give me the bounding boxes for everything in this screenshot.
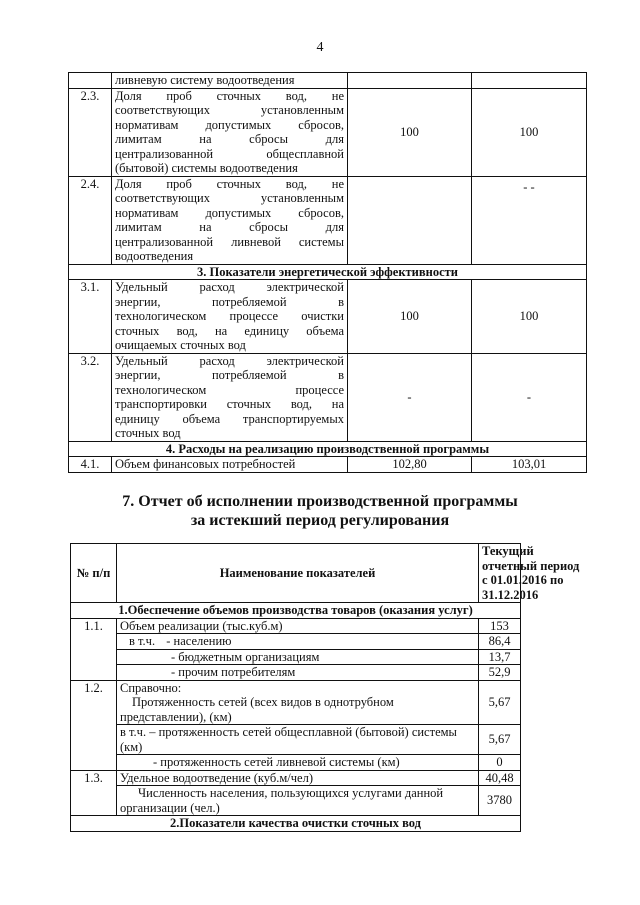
header-num: № п/п	[71, 544, 117, 603]
value-cell: 13,7	[479, 649, 521, 665]
header-period-line: отчетный период	[482, 558, 580, 573]
table-row	[71, 770, 521, 786]
text-line: нормативам допустимых сбросов,	[115, 205, 344, 220]
table-row	[69, 88, 587, 176]
section-row	[69, 264, 587, 280]
value-cell: 5,67	[479, 680, 521, 725]
text-line: лимитам на сбросы для	[115, 220, 344, 234]
row-number-cell: 2.4.	[69, 176, 112, 264]
text-line: очищаемых сточных вод	[115, 338, 246, 352]
value-cell: 100	[348, 88, 472, 176]
indicator-name-cell: - протяженность сетей ливневой системы (км)	[117, 755, 479, 771]
text-line: Доля проб сточных вод, не	[115, 176, 344, 191]
value-cell: - -	[472, 176, 587, 264]
indicator-name-cell: ливневую систему водоотведения	[112, 73, 348, 89]
text-line: технологическом процессе	[115, 382, 344, 397]
text-line: нормативам допустимых сбросов,	[115, 117, 344, 132]
value-cell: 102,80	[348, 457, 472, 473]
indicator-name-cell: в т.ч. – протяженность сетей общесплавной (бытовой) системы (км)	[117, 725, 479, 755]
text-line: соответствующих установленным	[115, 103, 344, 117]
text-line: (бытовой) системы водоотведения	[115, 161, 298, 175]
indicator-name-cell: Объем финансовых потребностей	[112, 457, 348, 473]
text-line: технологическом процессе очистки	[115, 309, 344, 323]
value-cell: 40,48	[479, 770, 521, 786]
section-heading: 3. Показатели энергетической эффективности	[69, 264, 587, 280]
report-table	[70, 543, 580, 832]
section-heading: 4. Расходы на реализацию производственной программы	[69, 441, 587, 457]
value-cell: 100	[472, 280, 587, 354]
row-prefix: в т.ч.	[129, 634, 156, 648]
indicator-name-cell	[112, 88, 348, 176]
section-heading: 1.Обеспечение объемов производства товаров (оказания услуг)	[71, 603, 521, 619]
table-row	[71, 649, 521, 665]
row-number-cell: 3.1.	[69, 280, 112, 354]
text-line: соответствующих установленным	[115, 191, 344, 205]
indicators-table	[68, 72, 587, 473]
text-line: централизованной общесплавной	[115, 146, 344, 161]
indicator-name-cell	[112, 353, 348, 441]
header-period-line: Текущий	[482, 544, 534, 558]
value-cell: 100	[348, 280, 472, 354]
table-row	[71, 755, 521, 771]
row-number-cell: 1.3.	[71, 770, 117, 816]
table-row	[69, 73, 587, 89]
row-number-cell	[69, 73, 112, 89]
page-number: 4	[316, 40, 324, 55]
header-period	[479, 544, 580, 603]
value-cell	[348, 73, 472, 89]
text-line: энергии, потребляемой в	[115, 294, 344, 309]
row-number-cell: 1.1.	[71, 618, 117, 680]
indicator-name-cell	[117, 680, 479, 725]
value-cell: 3780	[479, 786, 521, 816]
table-row	[69, 176, 587, 264]
indicator-name-cell: - бюджетным организациям	[117, 649, 479, 665]
header-period-line: с 01.01.2016 по	[482, 573, 564, 587]
text-line: Удельный расход электрической	[115, 280, 344, 294]
indicator-name-cell: Объем реализации (тыс.куб.м)	[117, 618, 479, 634]
value-cell: 86,4	[479, 634, 521, 650]
table-row	[71, 618, 521, 634]
report-heading-line: за истекший период регулирования	[190, 512, 450, 529]
row-number-cell: 1.2.	[71, 680, 117, 770]
indicator-name-cell	[112, 280, 348, 354]
value-cell: 0	[479, 755, 521, 771]
text-line: централизованной ливневой системы	[115, 234, 344, 249]
row-number-cell: 3.2.	[69, 353, 112, 441]
value-cell	[472, 73, 587, 89]
report-heading	[0, 492, 640, 530]
indicator-name-cell	[117, 634, 479, 650]
row-subitem: - населению	[166, 634, 232, 648]
text-line: Удельный расход электрической	[115, 353, 344, 368]
section-row	[69, 441, 587, 457]
text-line: транспортировки сточных вод, на	[115, 397, 344, 411]
header-period-line: 31.12.2016	[482, 587, 539, 602]
table-row	[71, 725, 521, 755]
section-row	[71, 603, 521, 619]
text-line: единицу объема транспортируемых	[115, 411, 344, 426]
value-cell: -	[348, 353, 472, 441]
value-cell: 103,01	[472, 457, 587, 473]
text-line: лимитам на сбросы для	[115, 132, 344, 146]
text-line: Доля проб сточных вод, не	[115, 88, 344, 103]
report-heading-line: 7. Отчет об исполнении производственной программы	[122, 493, 518, 510]
indicator-name-cell: Удельное водоотведение (куб.м/чел)	[117, 770, 479, 786]
value-cell: 100	[472, 88, 587, 176]
value-cell: 153	[479, 618, 521, 634]
row-number-cell: 4.1.	[69, 457, 112, 473]
header-row	[71, 544, 521, 603]
table-row	[69, 353, 587, 441]
value-cell: -	[472, 353, 587, 441]
row-title: Справочно:	[120, 680, 182, 695]
table-row	[71, 680, 521, 725]
text-line: сточных вод, на единицу объема	[115, 323, 344, 338]
text-line: сточных вод	[115, 426, 181, 440]
table-row	[71, 786, 521, 816]
table-row	[71, 665, 521, 681]
row-text: Протяженность сетей (всех видов в однотрубном представлении), (км)	[120, 695, 394, 724]
value-cell	[348, 176, 472, 264]
header-name: Наименование показателей	[117, 544, 479, 603]
value-cell: 52,9	[479, 665, 521, 681]
text-line: энергии, потребляемой в	[115, 368, 344, 382]
indicator-name-cell	[112, 176, 348, 264]
indicator-name-cell: Численность населения, пользующихся услугами данной организации (чел.)	[117, 786, 479, 816]
indicator-name-cell: - прочим потребителям	[117, 665, 479, 681]
row-number-cell: 2.3.	[69, 88, 112, 176]
value-cell: 5,67	[479, 725, 521, 755]
table-row	[69, 280, 587, 354]
text-line: водоотведения	[115, 249, 194, 263]
section-row	[71, 816, 521, 832]
table-row	[69, 457, 587, 473]
table-row	[71, 634, 521, 650]
section-heading: 2.Показатели качества очистки сточных вод	[71, 816, 521, 832]
